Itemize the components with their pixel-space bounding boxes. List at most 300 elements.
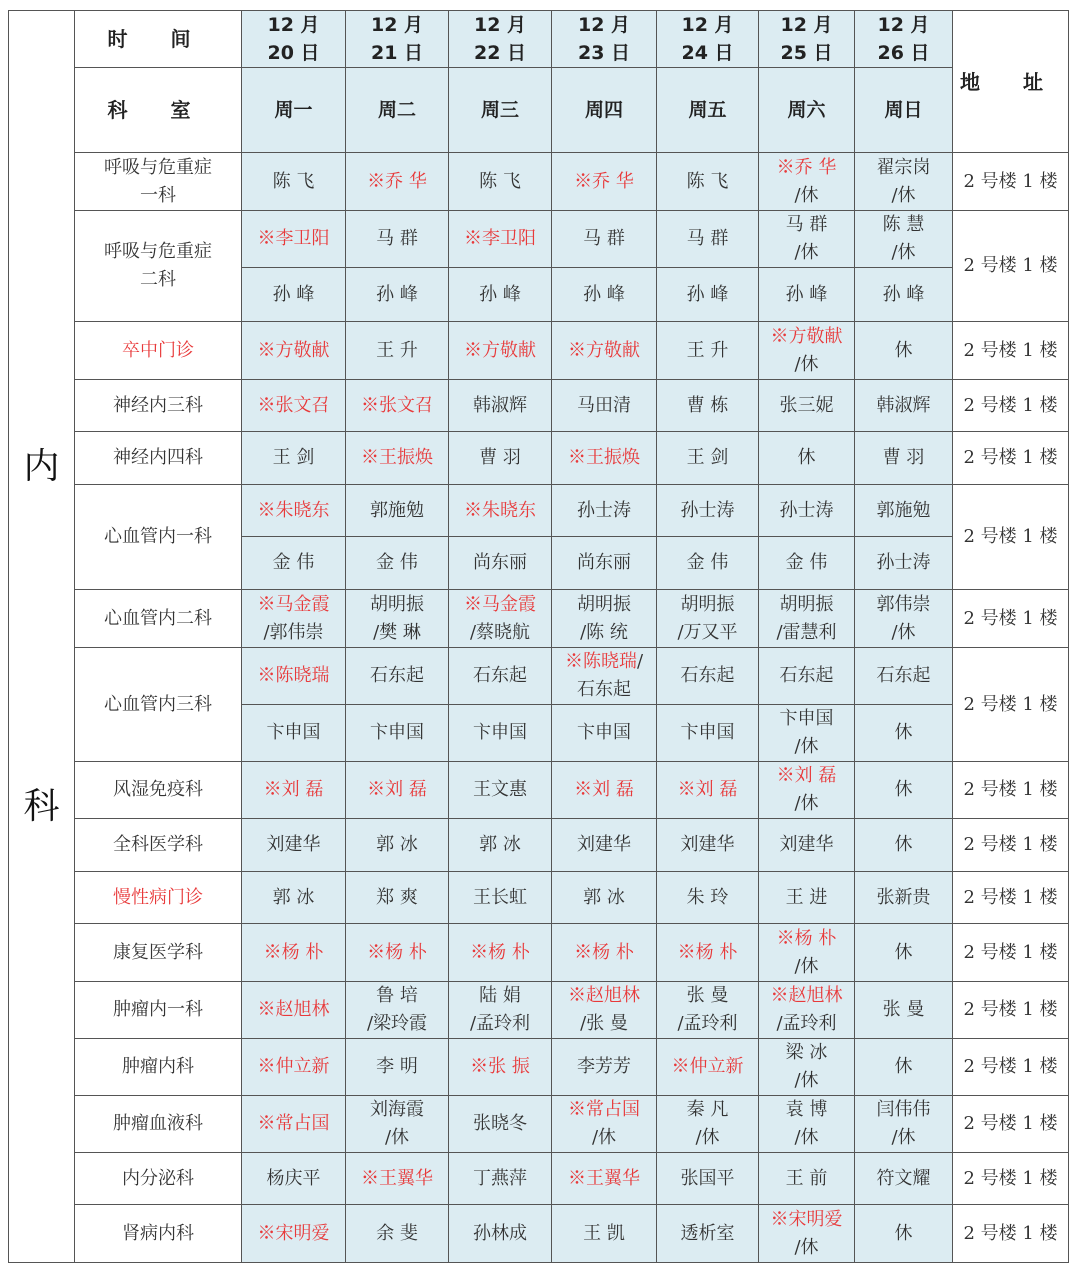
doctor-name: 金 伟 [272,552,315,573]
schedule-cell [657,1205,759,1263]
schedule-cell [552,1205,657,1263]
schedule-cell [855,322,953,380]
doctor-name: ※张 振 [470,1056,530,1077]
schedule-cell [449,211,552,268]
schedule-cell [449,1039,552,1096]
schedule-cell [346,380,449,432]
doctor-name-secondary: /休 [891,242,916,263]
schedule-cell [449,819,552,872]
dept-name: 神经内四科 [113,447,203,468]
schedule-cell [552,648,657,705]
schedule-cell [759,485,855,537]
doctor-name: 袁 博 [785,1099,828,1120]
schedule-cell [242,268,346,322]
schedule-cell [657,322,759,380]
doctor-name-secondary: /休 [794,184,819,206]
doctor-name: 休 [894,941,913,963]
address-cell: 2 号楼 1 楼 [953,762,1069,819]
doctor-name: ※仲立新 [671,1056,744,1077]
schedule-cell [552,1039,657,1096]
date-header-3: 12 月 23 日 [552,11,657,68]
doctor-name-secondary: /休 [591,1127,617,1148]
doctor-name: 休 [894,1056,913,1077]
doctor-name: ※马金霞 [257,593,330,615]
doctor-name: ※乔 华 [776,156,837,178]
dept-cell [75,1205,242,1263]
address-cell: 2 号楼 1 楼 [953,211,1069,322]
doctor-name: 秦 凡 [686,1099,729,1120]
schedule-cell [657,211,759,268]
table-row [9,1096,1069,1153]
doctor-name: ※朱晓东 [464,499,536,521]
doctor-name: 郑 爽 [376,886,418,908]
doctor-name: 王长虹 [473,886,527,908]
doctor-name: ※陈晓瑞 [257,665,330,686]
schedule-cell [346,1153,449,1205]
doctor-name: 张新贵 [876,886,931,908]
schedule-cell [759,648,855,705]
schedule-cell [759,590,855,648]
doctor-name: ※宋明爱 [257,1222,330,1244]
doctor-name: 闫伟伟 [876,1099,931,1120]
dept-cell [75,1096,242,1153]
doctor-name: 胡明振 [577,593,631,615]
table-row [9,1039,1069,1096]
doctor-name-secondary: /休 [794,242,819,263]
address-cell: 2 号楼 1 楼 [953,153,1069,211]
doctor-name: ※王翼华 [361,1167,433,1189]
schedule-cell [855,432,953,485]
table-row [9,648,1069,705]
dept-cell [75,1153,242,1205]
doctor-name: 李芳芳 [577,1056,631,1077]
dept-name: 风湿免疫科 [113,779,203,800]
doctor-name-secondary: /休 [891,621,916,643]
dept-name: 肿瘤内科 [122,1056,194,1077]
doctor-name: ※赵旭林 [770,985,843,1006]
doctor-name: ※王翼华 [568,1167,640,1189]
doctor-name: 张 曼 [882,999,925,1020]
schedule-cell [855,762,953,819]
schedule-cell [759,872,855,924]
doctor-name: 王文惠 [473,779,527,800]
address-cell: 2 号楼 1 楼 [953,982,1069,1039]
dept-header: 科 室 [75,68,242,153]
schedule-cell [552,982,657,1039]
doctor-name: 卞申国 [473,722,527,743]
doctor-name-secondary: /休 [384,1127,410,1148]
doctor-name: 王 升 [376,339,418,361]
doctor-name-secondary: /万又平 [677,621,738,643]
schedule-cell [449,485,552,537]
doctor-name: 李 明 [376,1056,418,1077]
doctor-name: 陈 慧 [882,214,925,235]
schedule-cell [759,982,855,1039]
schedule-cell [242,211,346,268]
schedule-cell [855,982,953,1039]
doctor-name: 韩淑辉 [876,394,931,416]
schedule-cell [552,485,657,537]
doctor-name-secondary: /雷慧利 [776,621,837,643]
doctor-name-secondary: /孟玲利 [469,1013,531,1034]
dept-name: 全科医学科 [113,834,203,855]
doctor-name: 陆 娟 [479,985,521,1006]
separator: / [636,651,644,672]
schedule-cell [449,432,552,485]
schedule-cell [449,590,552,648]
doctor-name: 孙 峰 [272,283,315,305]
schedule-cell [657,924,759,982]
schedule-cell [346,211,449,268]
doctor-name: 卞申国 [266,722,321,743]
dept-name: 肾病内科 [122,1222,194,1244]
doctor-name: 王 剑 [686,447,729,468]
doctor-name: 孙士涛 [577,499,631,521]
schedule-cell [759,322,855,380]
schedule-cell [759,1205,855,1263]
doctor-name: 曹 栋 [686,394,729,416]
schedule-cell [657,537,759,590]
address-cell: 2 号楼 1 楼 [953,380,1069,432]
doctor-name-secondary: /休 [695,1127,720,1148]
weekday-header-6: 周日 [855,68,953,153]
weekday-header-2: 周三 [449,68,552,153]
doctor-name: ※常占国 [568,1099,640,1120]
schedule-cell [449,705,552,762]
doctor-name: ※杨 朴 [677,941,738,963]
schedule-cell [759,153,855,211]
schedule-cell [759,1153,855,1205]
schedule-cell [759,1039,855,1096]
schedule-cell [759,432,855,485]
table-row [9,1205,1069,1263]
doctor-name: ※刘 磊 [367,779,427,800]
doctor-name: ※王振焕 [568,447,640,468]
schedule-cell [346,590,449,648]
category-cell [9,11,75,1263]
doctor-name: ※李卫阳 [257,228,330,249]
schedule-cell [552,432,657,485]
dept-name-line2: 二科 [140,269,176,290]
schedule-cell [759,537,855,590]
doctor-name: ※刘 磊 [776,765,837,786]
schedule-cell [242,705,346,762]
schedule-cell [855,1039,953,1096]
schedule-cell [552,590,657,648]
doctor-name: 马田清 [577,394,631,416]
date-header-6: 12 月 26 日 [855,11,953,68]
doctor-name: 郭施勉 [876,499,931,521]
doctor-name: ※方敬献 [257,339,330,361]
doctor-name: 孙 峰 [376,283,418,305]
schedule-cell [242,432,346,485]
schedule-cell [552,537,657,590]
time-header: 时 间 [75,11,242,68]
dept-name: 卒中门诊 [122,339,194,361]
schedule-cell [855,268,953,322]
doctor-name-secondary: /樊 琳 [373,621,421,643]
doctor-name: 透析室 [680,1222,735,1244]
doctor-name-secondary: /陈 统 [580,621,628,643]
doctor-name-secondary: /休 [794,1236,819,1258]
doctor-name: 张国平 [680,1167,735,1189]
table-row [9,432,1069,485]
doctor-name: 郭 冰 [583,886,625,908]
doctor-name: 刘建华 [680,834,735,855]
schedule-cell [759,1096,855,1153]
address-cell: 2 号楼 1 楼 [953,1205,1069,1263]
doctor-name: 王 剑 [272,447,315,468]
doctor-name: 杨庆平 [266,1167,321,1189]
table-row [9,153,1069,211]
schedule-cell [552,380,657,432]
dept-cell [75,590,242,648]
schedule-cell [657,153,759,211]
schedule-cell [346,1096,449,1153]
doctor-name: 马 群 [376,228,418,249]
schedule-cell [242,1153,346,1205]
doctor-name: ※乔 华 [574,170,634,192]
doctor-name: 休 [894,339,913,361]
schedule-cell [552,924,657,982]
table-row [9,924,1069,982]
doctor-name: 孙 峰 [882,283,925,305]
schedule-cell [242,153,346,211]
doctor-name: 孙士涛 [876,552,931,573]
weekday-header-3: 周四 [552,68,657,153]
dept-name: 心血管内一科 [104,526,212,547]
doctor-name: 休 [894,722,913,743]
doctor-name-secondary: /张 曼 [580,1013,628,1034]
doctor-name: 曹 羽 [479,447,521,468]
weekday-header-0: 周一 [242,68,346,153]
doctor-name: ※刘 磊 [574,779,634,800]
doctor-name: 张 曼 [686,985,729,1006]
schedule-cell [657,485,759,537]
doctor-name: 孙士涛 [680,499,735,521]
doctor-name: ※方敬献 [568,339,640,361]
dept-name: 呼吸与危重症 [104,241,212,262]
schedule-cell [552,819,657,872]
doctor-name: 金 伟 [376,552,418,573]
table-row [9,982,1069,1039]
header-row-weekday [9,68,1069,153]
doctor-name: 陈 飞 [272,170,315,192]
table-row [9,590,1069,648]
table-row [9,322,1069,380]
doctor-name: ※李卫阳 [464,228,536,249]
schedule-cell [346,819,449,872]
schedule-cell [449,648,552,705]
schedule-cell [242,590,346,648]
doctor-name: 马 群 [583,228,625,249]
doctor-name: 朱 玲 [686,886,729,908]
doctor-name: 石东起 [779,665,834,686]
doctor-name: ※宋明爱 [770,1208,843,1230]
schedule-cell [449,537,552,590]
schedule-cell [449,872,552,924]
doctor-name: 曹 羽 [882,447,925,468]
schedule-cell [855,648,953,705]
address-cell: 2 号楼 1 楼 [953,648,1069,762]
doctor-name-secondary: /休 [794,793,819,814]
schedule-cell [657,819,759,872]
doctor-name: 王 进 [785,886,828,908]
schedule-cell [759,211,855,268]
doctor-name-secondary: 石东起 [577,679,631,700]
dept-cell [75,762,242,819]
schedule-cell [346,322,449,380]
duty-schedule-table [8,10,1069,1263]
doctor-name: ※王振焕 [361,447,433,468]
schedule-cell [449,1096,552,1153]
doctor-name: 卞申国 [370,722,424,743]
dept-cell [75,982,242,1039]
schedule-cell [657,1096,759,1153]
weekday-header-4: 周五 [657,68,759,153]
doctor-name: ※杨 朴 [470,941,530,963]
schedule-cell [657,268,759,322]
doctor-name: ※刘 磊 [263,779,324,800]
schedule-cell [346,485,449,537]
doctor-name: 卞申国 [577,722,631,743]
schedule-cell [657,380,759,432]
schedule-cell [552,705,657,762]
schedule-cell [242,819,346,872]
dept-cell [75,153,242,211]
table-row [9,485,1069,537]
schedule-cell [657,705,759,762]
schedule-cell [552,211,657,268]
schedule-cell [449,1205,552,1263]
doctor-name: 符文耀 [876,1167,931,1189]
dept-name: 肿瘤血液科 [113,1113,203,1134]
schedule-cell [552,1096,657,1153]
address-cell: 2 号楼 1 楼 [953,432,1069,485]
doctor-name: 孙林成 [473,1222,527,1244]
schedule-cell [855,1205,953,1263]
dept-cell [75,819,242,872]
date-header-2: 12 月 22 日 [449,11,552,68]
doctor-name: 郭伟崇 [876,593,931,615]
doctor-name: 王 前 [785,1167,828,1189]
schedule-cell [855,1096,953,1153]
doctor-name: 张三妮 [779,394,834,416]
schedule-cell [855,819,953,872]
doctor-name: 陈 飞 [686,170,729,192]
schedule-cell [242,485,346,537]
doctor-name: 石东起 [370,665,424,686]
doctor-name: 胡明振 [779,593,834,615]
schedule-cell [855,380,953,432]
doctor-name: 王 凯 [583,1222,625,1244]
schedule-cell [759,924,855,982]
doctor-name: ※方敬献 [770,325,843,347]
address-cell: 2 号楼 1 楼 [953,1039,1069,1096]
doctor-name: 休 [797,447,816,468]
doctor-name-secondary: /孟玲利 [776,1013,837,1034]
schedule-cell [242,924,346,982]
schedule-cell [552,872,657,924]
doctor-name: 孙 峰 [583,283,625,305]
dept-name: 康复医学科 [113,941,203,963]
dept-name: 心血管内三科 [104,693,212,715]
schedule-cell [657,1153,759,1205]
schedule-cell [855,1153,953,1205]
address-cell: 2 号楼 1 楼 [953,322,1069,380]
doctor-name: ※陈晓瑞 [564,651,637,672]
doctor-name: 休 [894,834,913,855]
schedule-cell [242,1205,346,1263]
schedule-cell [855,924,953,982]
schedule-cell [855,211,953,268]
schedule-cell [657,762,759,819]
doctor-name: 梁 冰 [785,1042,828,1063]
doctor-name: 郭 冰 [479,834,521,855]
doctor-name: ※杨 朴 [574,941,634,963]
date-header-5: 12 月 25 日 [759,11,855,68]
doctor-name: 孙 峰 [479,283,521,305]
table-row [9,762,1069,819]
doctor-name: 马 群 [686,228,729,249]
weekday-header-1: 周二 [346,68,449,153]
schedule-cell [552,268,657,322]
schedule-cell [449,1153,552,1205]
doctor-name-secondary: /休 [794,1127,819,1148]
doctor-name: 休 [894,779,913,800]
schedule-cell [855,485,953,537]
doctor-name: 刘建华 [266,834,321,855]
schedule-cell [242,982,346,1039]
doctor-name-secondary: /蔡晓航 [469,621,531,643]
doctor-name: ※杨 朴 [263,941,324,963]
table-row [9,819,1069,872]
doctor-name: 郭 冰 [272,886,315,908]
table-row [9,872,1069,924]
doctor-name: 胡明振 [370,593,424,615]
doctor-name: 韩淑辉 [473,394,527,416]
doctor-name: 孙 峰 [686,283,729,305]
address-cell: 2 号楼 1 楼 [953,1153,1069,1205]
schedule-cell [346,705,449,762]
table-row [9,211,1069,268]
table-row [9,1153,1069,1205]
doctor-name: 石东起 [473,665,527,686]
header-row-date [9,11,1069,68]
doctor-name: ※杨 朴 [367,941,427,963]
date-header-1: 12 月 21 日 [346,11,449,68]
schedule-cell [346,268,449,322]
dept-name: 内分泌科 [122,1167,194,1189]
doctor-name: ※乔 华 [367,170,427,192]
schedule-cell [346,982,449,1039]
schedule-cell [657,648,759,705]
schedule-cell [449,924,552,982]
address-cell: 2 号楼 1 楼 [953,924,1069,982]
address-cell: 2 号楼 1 楼 [953,819,1069,872]
doctor-name: 卞申国 [779,708,834,729]
schedule-cell [855,705,953,762]
schedule-cell [449,268,552,322]
schedule-cell [242,1039,346,1096]
doctor-name: 休 [894,1222,913,1244]
doctor-name-secondary: /休 [794,736,819,757]
doctor-name: 王 升 [686,339,729,361]
category-char-1: 内 [23,445,60,487]
dept-cell [75,211,242,322]
date-header-0: 12 月 20 日 [242,11,346,68]
dept-cell [75,380,242,432]
